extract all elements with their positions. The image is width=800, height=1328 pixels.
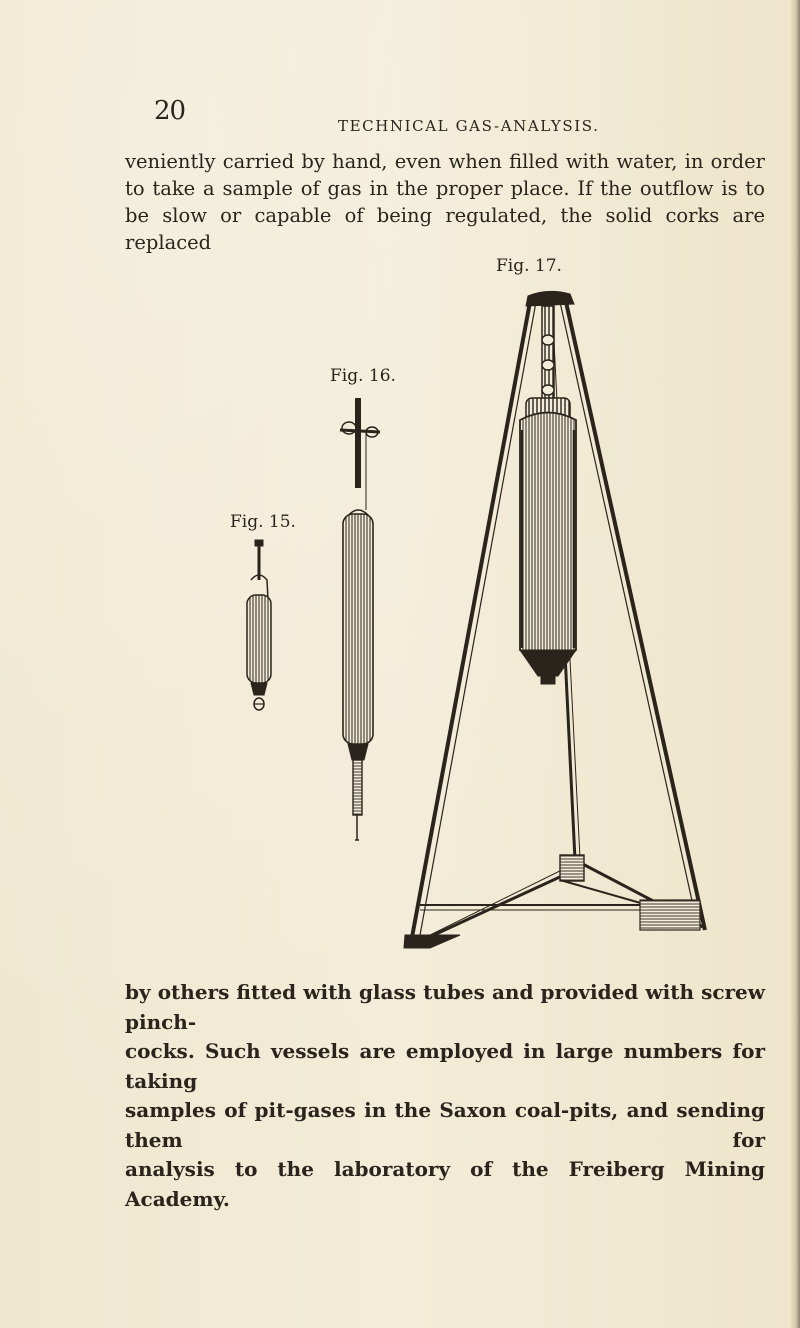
fig-17-caption: Fig. 17. — [496, 256, 562, 276]
fig-15-caption: Fig. 15. — [230, 512, 296, 532]
fig-16-caption: Fig. 16. — [330, 366, 396, 386]
fig-16-drawing — [340, 398, 380, 840]
text-line: to take a sample of gas in the proper place. If the outflow is to — [125, 177, 765, 200]
page-edge-shadow — [790, 0, 800, 1328]
paragraph-bottom — [125, 978, 765, 1214]
text-line: be slow or capable of being regulated, the solid corks are replaced — [125, 204, 765, 254]
text-line: cocks. Such vessels are employed in large numbers for taking — [125, 1039, 765, 1093]
text-line: samples of pit-gases in the Saxon coal-pits, and sending them for — [125, 1098, 765, 1152]
paragraph-top — [125, 148, 765, 256]
text-line: analysis to the laboratory of the Freiberg Mining Academy. — [125, 1157, 765, 1211]
fig-17-drawing — [404, 291, 705, 948]
page-number: 20 — [154, 96, 186, 126]
running-title: TECHNICAL GAS-ANALYSIS. — [338, 117, 600, 135]
text-line: by others fitted with glass tubes and provided with screw pinch- — [125, 980, 765, 1034]
text-line: veniently carried by hand, even when filled with water, in order — [125, 150, 765, 173]
fig-15-drawing — [247, 540, 271, 710]
